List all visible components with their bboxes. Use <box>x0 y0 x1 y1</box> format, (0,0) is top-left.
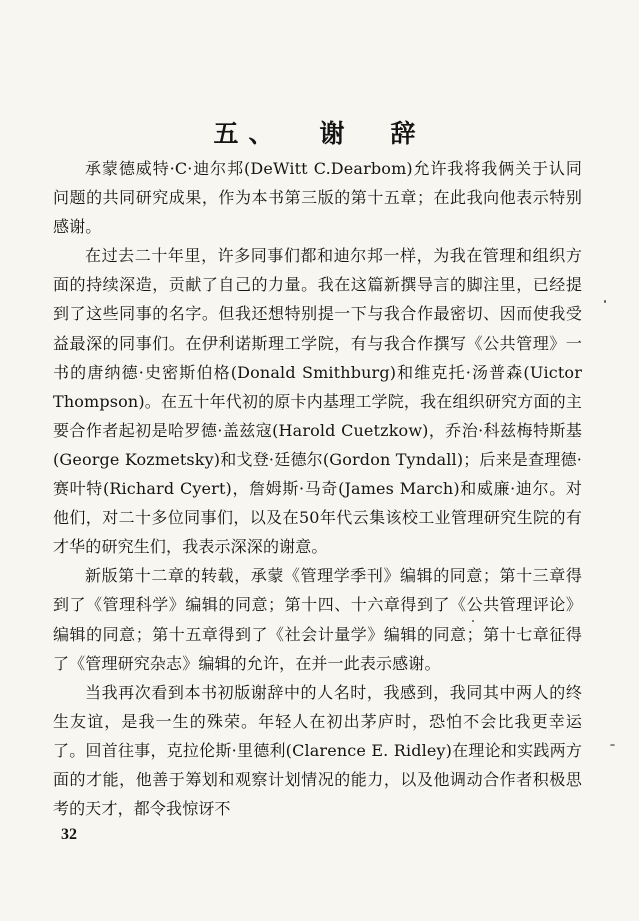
paragraph-2: 在过去二十年里，许多同事们都和迪尔邦一样，为我在管理和组织方面的持续深造，贡献了自己的力量。我在这篇新撰导言的脚注里，已经提到了这些同事的名字。但我还想特别提一下与我合作最密切、因而使我受益最深的同事们。在伊利诺斯理工学院，有与我合作撰写《公共管理》一书的唐纳德·史密斯伯格(Donald Smithburg)和维克托·汤普森(Uictor Thompson)。在五十年代初的原卡内基理工学院，我在组织研究方面的主要合作者起初是哈罗德·盖兹寇(Harold Cuetzkow)，乔治·科兹梅特斯基(George Kozmetsky)和戈登·廷德尔(Gordon Tyndall)；后来是查理德·赛叶特(Richard Cyert)，詹姆斯·马奇(James March)和威廉·迪尔。对他们，对二十多位同事们，以及在50年代云集该校工业管理研究生院的有才华的研究生们，我表示深深的谢意。 <box>53 246 582 557</box>
title-word-thanks: 谢 <box>319 119 355 148</box>
page-number: 32 <box>61 826 77 843</box>
body-text <box>53 154 582 823</box>
paragraph-4: 当我再次看到本书初版谢辞中的人名时，我感到，我同其中两人的终生友谊，是我一生的殊荣。年轻人在初出茅庐时，恐怕不会比我更幸运了。回首往事，克拉伦斯·里德利(Clarence E. Ridley)在理论和实践两方面的才能，他善于筹划和观察计划情况的能力，以及他调动合作者积极思考的天才，都令我惊讶不 <box>53 682 582 819</box>
scan-speck <box>604 300 606 303</box>
title-word-remarks: 辞 <box>390 119 426 148</box>
section-title <box>0 114 639 150</box>
paragraph-1: 承蒙德威特·C·迪尔邦(DeWitt C.Dearbom)允许我将我俩关于认同问题的共同研究成果，作为本书第三版的第十五章；在此我向他表示特别感谢。 <box>53 159 582 237</box>
scan-speck <box>472 620 474 622</box>
section-number: 五、 <box>213 119 284 148</box>
scan-speck <box>610 744 615 746</box>
paragraph-3: 新版第十二章的转载，承蒙《管理学季刊》编辑的同意；第十三章得到了《管理科学》编辑的同意；第十四、十六章得到了《公共管理评论》编辑的同意；第十五章得到了《社会计量学》编辑的同意；第十七章征得了《管理研究杂志》编辑的允许，在并一此表示感谢。 <box>53 566 582 673</box>
